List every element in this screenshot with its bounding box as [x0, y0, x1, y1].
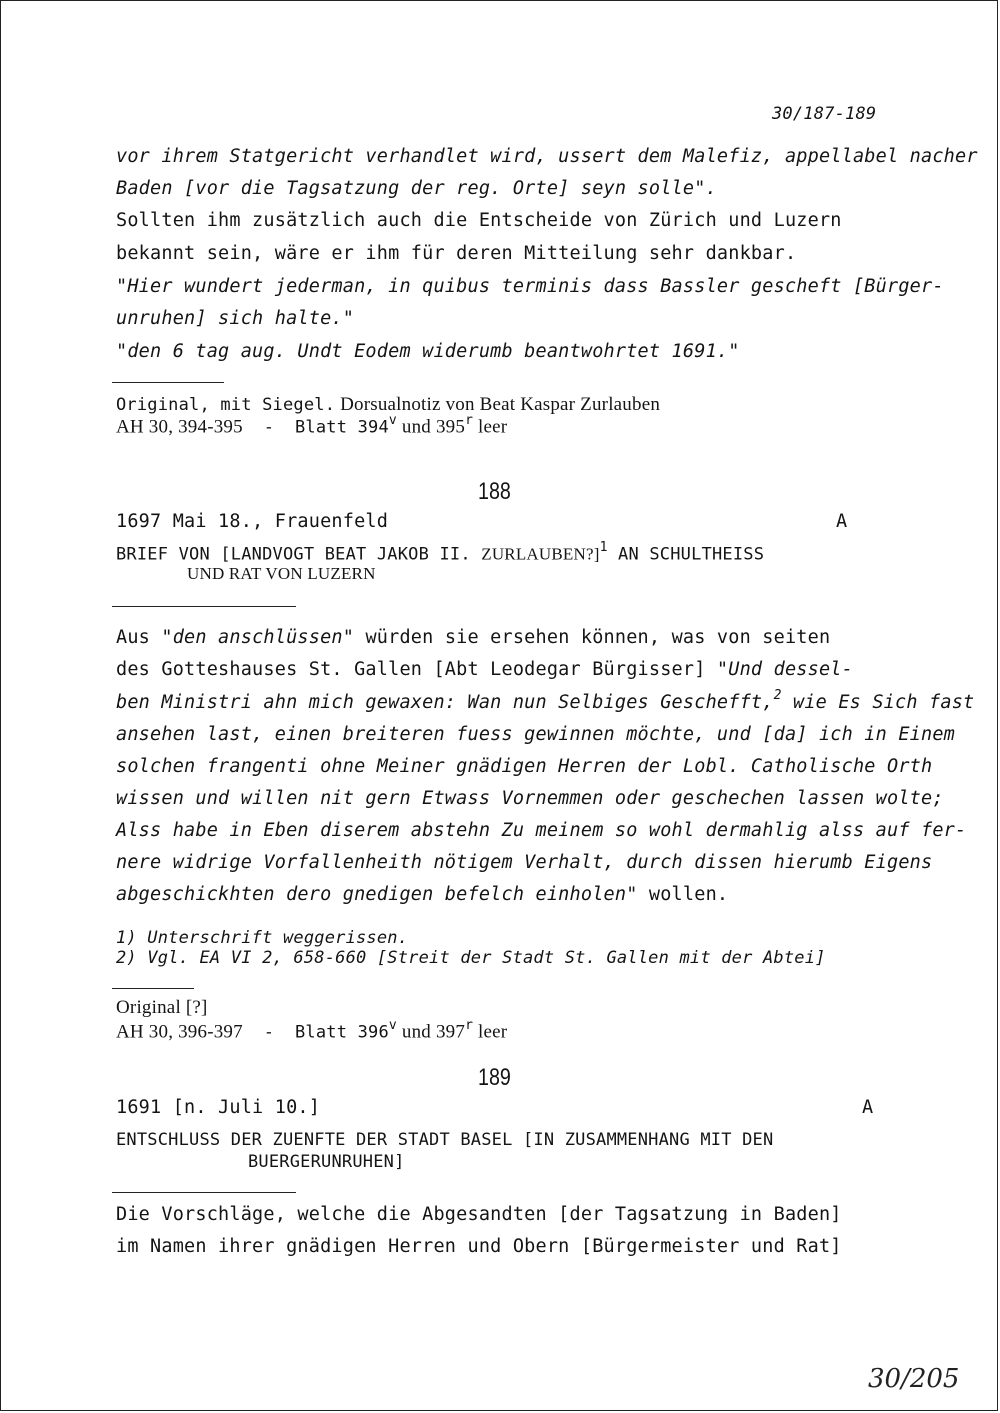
- body-line: Alss habe in Eben diserem abstehn Zu meinem so wohl dermahlig alss auf fer-: [116, 820, 967, 841]
- body-line: nere widrige Vorfallenheith nötigem Verhalt, durch dissen hierumb Eigens: [116, 852, 933, 873]
- footnote-1: 1) Unterschrift weggerissen.: [116, 928, 409, 948]
- text-line: Baden [vor die Tagsatzung der reg. Orte] seyn solle".: [116, 178, 717, 199]
- leer-text: leer: [473, 1021, 508, 1043]
- body-line: wissen und willen nit gern Etwass Vornemmen oder geschechen lassen wolte;: [116, 788, 944, 809]
- page-reference: 30/187-189: [772, 104, 877, 124]
- text-line: vor ihrem Statgericht verhandlet wird, ussert dem Malefiz, appellabel nacher: [116, 146, 978, 167]
- text-line: "den 6 tag aug. Undt Eodem widerumb beantwohrtet 1691.": [116, 341, 740, 362]
- doc-number-189: 189: [478, 1064, 511, 1091]
- text-span: würden sie ersehen können, was von seiten: [354, 627, 831, 648]
- separator-rule: [112, 382, 224, 383]
- text-span: "den anschlüssen": [161, 627, 355, 648]
- text-span: wie Es Sich fast: [781, 692, 975, 714]
- doc188-source: Original [?]: [116, 997, 208, 1018]
- leer-text: leer: [473, 416, 508, 438]
- title-part: BRIEF VON [LANDVOGT BEAT JAKOB II.: [116, 544, 482, 565]
- doc-number-188: 188: [478, 478, 511, 505]
- text-span: abgeschickhten dero gnedigen befelch einholen": [116, 884, 638, 905]
- separator-rule: [112, 988, 194, 989]
- text-span: "Und dessel-: [716, 659, 853, 680]
- body-line: [116, 884, 728, 905]
- text-line: bekannt sein, wäre er ihm für deren Mitteilung sehr dankbar.: [116, 243, 797, 264]
- handwritten-page-number: 30/205: [868, 1364, 960, 1394]
- body-line: ansehen last, einen breiteren fuess gewinnen möchte, und [da] ich in Einem: [116, 724, 956, 745]
- source-original: Original, mit Siegel.: [116, 395, 336, 415]
- body-line: [116, 690, 974, 713]
- doc188-title-line1: [116, 542, 764, 565]
- verso-mark: v: [388, 1018, 397, 1033]
- separator-rule: [112, 1192, 296, 1193]
- doc189-date: 1691 [n. Juli 10.]: [116, 1097, 321, 1118]
- text-span: des Gotteshauses St. Gallen [Abt Leodegar Bürgisser]: [116, 659, 717, 680]
- body-line: solchen frangenti ohne Meiner gnädigen Herren der Lobl. Catholische Orth: [116, 756, 933, 777]
- footnote-ref: 1: [599, 540, 608, 555]
- doc189-title-line1: ENTSCHLUSS DER ZUENFTE DER STADT BASEL [IN ZUSAMMENHANG MIT DEN: [116, 1130, 774, 1150]
- doc189-title-line2: BUERGERUNRUHEN]: [248, 1152, 405, 1172]
- body-line: Die Vorschläge, welche die Abgesandten [der Tagsatzung in Baden]: [116, 1204, 842, 1225]
- source-note: Dorsualnotiz von Beat Kaspar Zurlauben: [335, 394, 661, 415]
- body-line: im Namen ihrer gnädigen Herren und Obern [Bürgermeister und Rat]: [116, 1236, 842, 1257]
- text-line: unruhen] sich halte.": [116, 308, 355, 329]
- archive-ref: AH 30, 394-395: [116, 416, 243, 438]
- doc188-title-line2: UND RAT VON LUZERN: [187, 564, 376, 583]
- text-line: Sollten ihm zusätzlich auch die Entscheide von Zürich und Luzern: [116, 210, 842, 231]
- text-span: wollen.: [637, 884, 729, 905]
- archive-line: [116, 415, 507, 439]
- verso-mark: v: [388, 413, 397, 428]
- text-span: ben Ministri ahn mich gewaxen: Wan nun Selbiges Geschefft,: [116, 692, 774, 714]
- blatt-text: - Blatt 396: [242, 1022, 389, 1043]
- recto-mark: r: [465, 1018, 474, 1033]
- footnote-ref: 2: [773, 688, 782, 703]
- recto-mark: r: [465, 413, 474, 428]
- footnote-2: 2) Vgl. EA VI 2, 658-660 [Streit der Stadt St. Gallen mit der Abtei]: [116, 948, 826, 968]
- body-line: [116, 659, 853, 680]
- doc188-marker: A: [836, 511, 848, 532]
- archive-ref: AH 30, 396-397: [116, 1021, 243, 1043]
- separator-rule: [112, 606, 296, 607]
- text-line: "Hier wundert jederman, in quibus terminis dass Bassler gescheft [Bürger-: [116, 276, 944, 297]
- archive-line: [116, 1020, 507, 1044]
- title-part: ZURLAUBEN?]: [481, 544, 600, 564]
- und-text: und 395: [396, 416, 466, 438]
- text-span: Aus: [116, 627, 162, 648]
- body-line: [116, 627, 830, 648]
- und-text: und 397: [396, 1021, 466, 1043]
- blatt-text: - Blatt 394: [242, 417, 389, 438]
- title-part: AN SCHULTHEISS: [607, 544, 765, 565]
- doc188-date-place: 1697 Mai 18., Frauenfeld: [116, 511, 389, 532]
- doc189-marker: A: [862, 1097, 874, 1118]
